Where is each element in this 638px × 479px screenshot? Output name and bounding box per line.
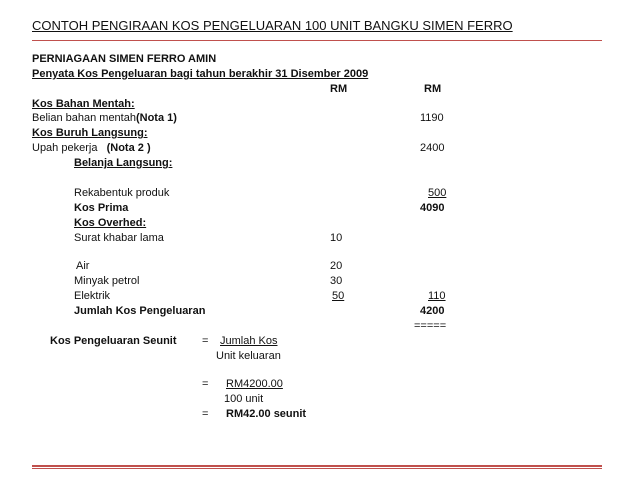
overhead-heading: Kos Overhed: bbox=[74, 217, 147, 229]
slide-title: CONTOH PENGIRAAN KOS PENGELUARAN 100 UNIT BANGKU SIMEN FERRO bbox=[32, 18, 513, 33]
footer-divider-thin bbox=[32, 468, 602, 469]
labour-heading: Kos Buruh Langsung: bbox=[32, 127, 148, 139]
statement-heading: Penyata Kos Pengeluaran bagi tahun berakhir 31 Disember 2009 bbox=[32, 68, 369, 80]
raw-material-value: 1190 bbox=[420, 112, 444, 124]
rm-column-header-2: RM bbox=[424, 83, 442, 95]
raw-material-heading: Kos Bahan Mentah: bbox=[32, 98, 135, 110]
unit-cost-equals-1: = bbox=[202, 335, 209, 347]
unit-cost-result: RM42.00 seunit bbox=[226, 408, 307, 420]
raw-material-label: Belian bahan mentah bbox=[32, 112, 136, 124]
rm-column-header-1: RM bbox=[330, 83, 348, 95]
design-value: 500 bbox=[428, 187, 447, 199]
company-name: PERNIAGAAN SIMEN FERRO AMIN bbox=[32, 53, 217, 65]
labour-note: (Nota 2 ) bbox=[106, 142, 151, 154]
petrol-label: Minyak petrol bbox=[74, 275, 140, 287]
newspaper-value: 10 bbox=[330, 232, 343, 244]
unit-cost-equals-3: = bbox=[202, 408, 209, 420]
unit-cost-equals-2: = bbox=[202, 378, 209, 390]
water-value: 20 bbox=[330, 260, 343, 272]
design-label: Rekabentuk produk bbox=[74, 187, 170, 199]
petrol-value: 30 bbox=[330, 275, 343, 287]
prime-cost-value: 4090 bbox=[420, 202, 445, 214]
footer-divider bbox=[32, 465, 602, 467]
raw-material-note: (Nota 1) bbox=[135, 112, 177, 124]
newspaper-label: Surat khabar lama bbox=[74, 232, 164, 244]
water-label: Air bbox=[76, 260, 90, 272]
labour-value: 2400 bbox=[420, 142, 445, 154]
electric-label: Elektrik bbox=[74, 290, 111, 302]
double-underline: ===== bbox=[414, 320, 447, 332]
raw-material-line bbox=[32, 112, 177, 125]
total-cost-value: 4200 bbox=[420, 305, 445, 317]
labour-label: Upah pekerja bbox=[32, 142, 98, 154]
unit-cost-numerator: Jumlah Kos bbox=[220, 335, 278, 347]
labour-line bbox=[32, 142, 151, 155]
total-cost-label: Jumlah Kos Pengeluaran bbox=[74, 305, 206, 317]
overhead-total-value: 110 bbox=[428, 290, 446, 302]
unit-cost-step2-denominator: 100 unit bbox=[224, 393, 264, 405]
direct-expense-heading: Belanja Langsung: bbox=[74, 157, 173, 169]
title-divider bbox=[32, 40, 602, 41]
unit-cost-label: Kos Pengeluaran Seunit bbox=[50, 335, 177, 347]
electric-value: 50 bbox=[332, 290, 345, 302]
prime-cost-label: Kos Prima bbox=[74, 202, 129, 214]
unit-cost-step2-numerator: RM4200.00 bbox=[226, 378, 283, 390]
unit-cost-denominator: Unit keluaran bbox=[216, 350, 281, 362]
